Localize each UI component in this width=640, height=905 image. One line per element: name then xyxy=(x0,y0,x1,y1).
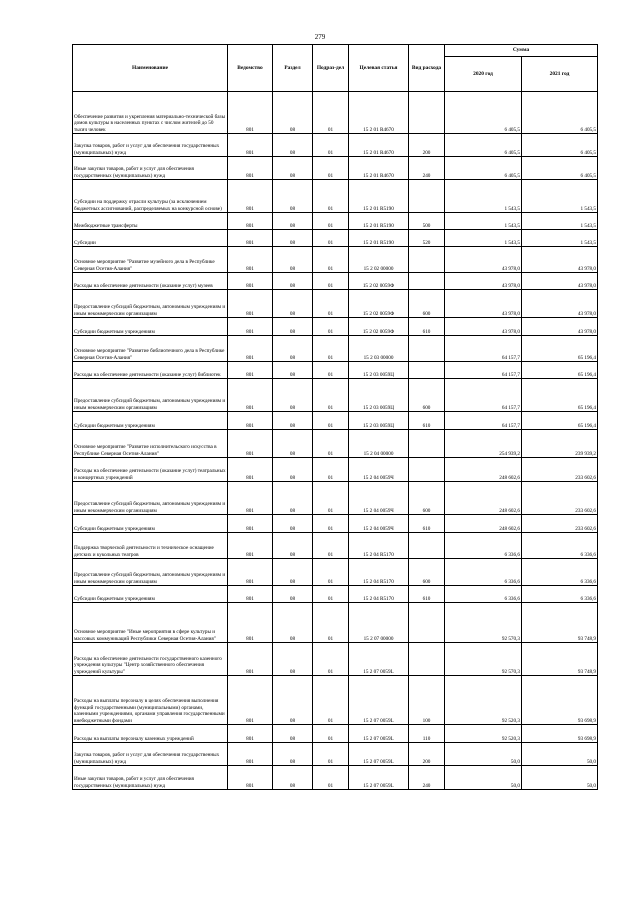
row-subsection: 01 xyxy=(313,230,349,247)
table-row xyxy=(73,676,598,725)
row-sum-2020: 6 405,5 xyxy=(445,157,522,180)
row-expense-type: 610 xyxy=(409,318,445,336)
table-row xyxy=(73,533,598,559)
row-expense-type xyxy=(409,247,445,273)
row-sum-2020: 1 543,5 xyxy=(445,180,522,213)
row-expense-type xyxy=(409,92,445,134)
row-sum-2021: 43 978,0 xyxy=(522,247,598,273)
table-row xyxy=(73,134,598,157)
row-target: 15 2 03 00000 xyxy=(349,336,409,362)
row-sum-2020: 6 336,6 xyxy=(445,533,522,559)
row-subsection: 01 xyxy=(313,766,349,790)
row-sum-2021: 6 336,6 xyxy=(522,533,598,559)
row-sum-2020: 6 405,5 xyxy=(445,92,522,134)
row-target: 15 2 01 R4670 xyxy=(349,157,409,180)
row-section: 08 xyxy=(273,643,313,676)
table-row xyxy=(73,412,598,430)
row-section: 08 xyxy=(273,230,313,247)
row-subsection: 01 xyxy=(313,213,349,230)
row-expense-type: 600 xyxy=(409,482,445,515)
row-sum-2021: 93 748,9 xyxy=(522,603,598,643)
row-name: Расходы на обеспечение деятельности (оказание услуг) музеев xyxy=(73,273,228,290)
row-name: Субсидии на поддержку отрасли культуры (за исключением бюджетных ассигнований, распределяемых на конкурсной основе) xyxy=(73,180,228,213)
row-target: 15 2 01 R5190 xyxy=(349,230,409,247)
row-sum-2021: 239 939,2 xyxy=(522,430,598,458)
table-row xyxy=(73,482,598,515)
row-name: Расходы на обеспечение деятельности государственного казенного учреждения культуры "Центр хозяйственного обеспечения учреждений культуры" xyxy=(73,643,228,676)
row-expense-type xyxy=(409,458,445,482)
table-row xyxy=(73,230,598,247)
row-target: 15 2 01 R5190 xyxy=(349,180,409,213)
row-dept: 801 xyxy=(228,766,273,790)
table-row xyxy=(73,725,598,743)
row-sum-2020: 64 157,7 xyxy=(445,379,522,412)
header-name: Наименование xyxy=(73,45,228,92)
row-subsection: 01 xyxy=(313,336,349,362)
row-sum-2020: 1 543,5 xyxy=(445,213,522,230)
row-subsection: 01 xyxy=(313,533,349,559)
row-section: 08 xyxy=(273,603,313,643)
row-sum-2020: 6 336,6 xyxy=(445,559,522,586)
row-name: Поддержка творческой деятельности и техническое оснащение детских и кукольных театров xyxy=(73,533,228,559)
row-name: Субсидии бюджетным учреждениям xyxy=(73,412,228,430)
row-name: Предоставление субсидий бюджетным, автономным учреждениям и иным некоммерческим организациям xyxy=(73,559,228,586)
row-dept: 801 xyxy=(228,515,273,533)
row-target: 15 2 01 R4670 xyxy=(349,134,409,157)
row-target: 15 2 07 0059L xyxy=(349,743,409,766)
header-subsection: Подраз-дел xyxy=(313,45,349,92)
row-section: 08 xyxy=(273,362,313,379)
row-sum-2021: 65 196,4 xyxy=(522,336,598,362)
row-name: Субсидии xyxy=(73,230,228,247)
row-subsection: 01 xyxy=(313,643,349,676)
row-sum-2020: 43 978,0 xyxy=(445,290,522,318)
row-subsection: 01 xyxy=(313,559,349,586)
row-target: 15 2 04 R5170 xyxy=(349,559,409,586)
row-sum-2021: 6 336,6 xyxy=(522,586,598,603)
table-row xyxy=(73,766,598,790)
row-sum-2021: 65 196,4 xyxy=(522,412,598,430)
row-target: 15 2 02 0059Ф xyxy=(349,318,409,336)
row-section: 08 xyxy=(273,247,313,273)
row-target: 15 2 07 00000 xyxy=(349,603,409,643)
row-dept: 801 xyxy=(228,559,273,586)
row-sum-2021: 93 748,9 xyxy=(522,643,598,676)
row-sum-2021: 50,0 xyxy=(522,743,598,766)
row-dept: 801 xyxy=(228,725,273,743)
row-target: 15 2 04 R5170 xyxy=(349,533,409,559)
row-sum-2020: 248 602,6 xyxy=(445,515,522,533)
row-target: 15 2 04 R5170 xyxy=(349,586,409,603)
row-sum-2021: 50,0 xyxy=(522,766,598,790)
row-name: Расходы на обеспечение деятельности (оказание услуг) театральных и концертных учреждений xyxy=(73,458,228,482)
row-name: Закупка товаров, работ и услуг для обеспечения государственных (муниципальных) нужд xyxy=(73,134,228,157)
row-subsection: 01 xyxy=(313,586,349,603)
row-expense-type: 110 xyxy=(409,725,445,743)
row-section: 08 xyxy=(273,318,313,336)
row-name: Иные закупки товаров, работ и услуг для обеспечения государственных (муниципальных) нужд xyxy=(73,766,228,790)
row-sum-2021: 43 978,0 xyxy=(522,290,598,318)
row-name: Субсидии бюджетным учреждениям xyxy=(73,515,228,533)
row-expense-type xyxy=(409,180,445,213)
row-sum-2020: 248 602,6 xyxy=(445,482,522,515)
header-expense-type: Вид расхода xyxy=(409,45,445,92)
table-row xyxy=(73,515,598,533)
row-target: 15 2 03 0059Ц xyxy=(349,362,409,379)
header-sum: Сумма xyxy=(445,45,598,57)
row-section: 08 xyxy=(273,482,313,515)
page-number: 279 xyxy=(314,33,326,41)
row-subsection: 01 xyxy=(313,318,349,336)
row-name: Основное мероприятие "Иные мероприятия в сфере культуры и массовых коммуникаций Республики Северная Осетия-Алания" xyxy=(73,603,228,643)
row-subsection: 01 xyxy=(313,247,349,273)
row-subsection: 01 xyxy=(313,676,349,725)
row-subsection: 01 xyxy=(313,515,349,533)
row-dept: 801 xyxy=(228,430,273,458)
row-dept: 801 xyxy=(228,379,273,412)
row-sum-2020: 50,0 xyxy=(445,766,522,790)
row-section: 08 xyxy=(273,559,313,586)
row-section: 08 xyxy=(273,157,313,180)
table-row xyxy=(73,92,598,134)
row-dept: 801 xyxy=(228,336,273,362)
row-dept: 801 xyxy=(228,743,273,766)
row-sum-2021: 65 196,4 xyxy=(522,362,598,379)
row-sum-2021: 1 543,5 xyxy=(522,213,598,230)
row-expense-type xyxy=(409,533,445,559)
row-expense-type: 600 xyxy=(409,379,445,412)
row-sum-2020: 92 520,3 xyxy=(445,725,522,743)
row-name: Расходы на выплаты персоналу казенных учреждений xyxy=(73,725,228,743)
row-expense-type: 520 xyxy=(409,230,445,247)
row-name: Иные закупки товаров, работ и услуг для обеспечения государственных (муниципальных) нужд xyxy=(73,157,228,180)
table-row xyxy=(73,180,598,213)
row-expense-type: 610 xyxy=(409,412,445,430)
header-year-2020: 2020 год xyxy=(445,57,522,92)
row-section: 08 xyxy=(273,213,313,230)
row-expense-type: 240 xyxy=(409,766,445,790)
row-sum-2020: 64 157,7 xyxy=(445,336,522,362)
header-dept: Ведомство xyxy=(228,45,273,92)
table-row xyxy=(73,213,598,230)
row-name: Субсидии бюджетным учреждениям xyxy=(73,318,228,336)
row-dept: 801 xyxy=(228,412,273,430)
row-dept: 801 xyxy=(228,180,273,213)
row-sum-2020: 248 602,6 xyxy=(445,458,522,482)
row-sum-2021: 233 602,6 xyxy=(522,458,598,482)
row-name: Предоставление субсидий бюджетным, автономным учреждениям и иным некоммерческим организациям xyxy=(73,290,228,318)
row-section: 08 xyxy=(273,379,313,412)
row-expense-type: 500 xyxy=(409,213,445,230)
row-section: 08 xyxy=(273,134,313,157)
row-subsection: 01 xyxy=(313,412,349,430)
row-dept: 801 xyxy=(228,273,273,290)
row-section: 08 xyxy=(273,180,313,213)
row-name: Расходы на обеспечение деятельности (оказание услуг) библиотек xyxy=(73,362,228,379)
row-expense-type: 600 xyxy=(409,290,445,318)
table-row xyxy=(73,157,598,180)
row-subsection: 01 xyxy=(313,725,349,743)
row-sum-2020: 254 939,2 xyxy=(445,430,522,458)
row-name: Предоставление субсидий бюджетным, автономным учреждениям и иным некоммерческим организациям xyxy=(73,482,228,515)
row-dept: 801 xyxy=(228,676,273,725)
budget-table xyxy=(72,44,598,790)
row-target: 15 2 02 0059Ф xyxy=(349,273,409,290)
row-section: 08 xyxy=(273,515,313,533)
table-row xyxy=(73,362,598,379)
row-expense-type xyxy=(409,430,445,458)
row-expense-type: 240 xyxy=(409,157,445,180)
row-expense-type: 610 xyxy=(409,586,445,603)
row-target: 15 2 07 0059L xyxy=(349,725,409,743)
row-name: Основное мероприятие "Развитие библиотечного дела в Республике Северная Осетия-Алания" xyxy=(73,336,228,362)
row-subsection: 01 xyxy=(313,603,349,643)
row-sum-2021: 43 978,0 xyxy=(522,318,598,336)
row-section: 08 xyxy=(273,743,313,766)
row-name: Межбюджетные трансферты xyxy=(73,213,228,230)
row-dept: 801 xyxy=(228,586,273,603)
row-section: 08 xyxy=(273,586,313,603)
row-expense-type: 200 xyxy=(409,134,445,157)
table-row xyxy=(73,643,598,676)
row-dept: 801 xyxy=(228,482,273,515)
row-expense-type xyxy=(409,336,445,362)
row-name: Субсидии бюджетным учреждениям xyxy=(73,586,228,603)
row-dept: 801 xyxy=(228,290,273,318)
row-sum-2020: 6 405,5 xyxy=(445,134,522,157)
row-name: Закупка товаров, работ и услуг для обеспечения государственных (муниципальных) нужд xyxy=(73,743,228,766)
row-section: 08 xyxy=(273,458,313,482)
row-target: 15 2 03 0059Ц xyxy=(349,412,409,430)
row-sum-2020: 50,0 xyxy=(445,743,522,766)
table-row xyxy=(73,379,598,412)
header-target: Целевая статья xyxy=(349,45,409,92)
row-name: Расходы на выплаты персоналу в целях обеспечения выполнения функций государственными (муниципальными) органами, казенными учреждениями, органами управления государственными внебюджетными фондами xyxy=(73,676,228,725)
row-target: 15 2 04 0059Ч xyxy=(349,482,409,515)
row-section: 08 xyxy=(273,273,313,290)
row-target: 15 2 04 0059Ч xyxy=(349,458,409,482)
row-sum-2021: 233 602,6 xyxy=(522,515,598,533)
row-section: 08 xyxy=(273,676,313,725)
row-target: 15 2 03 0059Ц xyxy=(349,379,409,412)
row-name: Обеспечение развития и укрепления материально-технической базы домов культуры в населенных пунктах с числом жителей до 50 тысяч человек xyxy=(73,92,228,134)
row-subsection: 01 xyxy=(313,430,349,458)
row-section: 08 xyxy=(273,336,313,362)
row-sum-2020: 43 978,0 xyxy=(445,247,522,273)
row-sum-2021: 43 978,0 xyxy=(522,273,598,290)
row-target: 15 2 01 R4670 xyxy=(349,92,409,134)
row-expense-type xyxy=(409,603,445,643)
row-expense-type: 610 xyxy=(409,515,445,533)
row-subsection: 01 xyxy=(313,92,349,134)
row-subsection: 01 xyxy=(313,134,349,157)
row-target: 15 2 04 0059Ч xyxy=(349,515,409,533)
row-target: 15 2 04 00000 xyxy=(349,430,409,458)
row-dept: 801 xyxy=(228,362,273,379)
row-target: 15 2 01 R5190 xyxy=(349,213,409,230)
row-dept: 801 xyxy=(228,230,273,247)
header-year-2021: 2021 год xyxy=(522,57,598,92)
row-expense-type: 200 xyxy=(409,743,445,766)
row-sum-2021: 6 405,5 xyxy=(522,134,598,157)
table-row xyxy=(73,318,598,336)
row-dept: 801 xyxy=(228,643,273,676)
row-name: Предоставление субсидий бюджетным, автономным учреждениям и иным некоммерческим организациям xyxy=(73,379,228,412)
row-dept: 801 xyxy=(228,134,273,157)
table-row xyxy=(73,743,598,766)
table-row xyxy=(73,336,598,362)
row-sum-2021: 1 543,5 xyxy=(522,180,598,213)
table-body xyxy=(73,92,598,790)
row-sum-2020: 43 978,0 xyxy=(445,273,522,290)
row-dept: 801 xyxy=(228,533,273,559)
row-subsection: 01 xyxy=(313,362,349,379)
row-expense-type: 600 xyxy=(409,559,445,586)
row-subsection: 01 xyxy=(313,743,349,766)
row-target: 15 2 07 0059L xyxy=(349,676,409,725)
row-sum-2021: 6 405,5 xyxy=(522,92,598,134)
row-sum-2021: 1 543,5 xyxy=(522,230,598,247)
row-section: 08 xyxy=(273,725,313,743)
row-section: 08 xyxy=(273,92,313,134)
row-sum-2021: 65 196,4 xyxy=(522,379,598,412)
row-target: 15 2 02 0059Ф xyxy=(349,290,409,318)
row-sum-2020: 43 978,0 xyxy=(445,318,522,336)
row-sum-2020: 6 336,6 xyxy=(445,586,522,603)
row-dept: 801 xyxy=(228,213,273,230)
row-name: Основное мероприятие "Развитие исполнительского искусства в Республике Северная Осетия-Алания" xyxy=(73,430,228,458)
row-section: 08 xyxy=(273,533,313,559)
table-row xyxy=(73,247,598,273)
row-subsection: 01 xyxy=(313,482,349,515)
row-sum-2021: 233 602,6 xyxy=(522,482,598,515)
row-subsection: 01 xyxy=(313,157,349,180)
row-section: 08 xyxy=(273,412,313,430)
table-row xyxy=(73,603,598,643)
row-sum-2020: 92 520,3 xyxy=(445,676,522,725)
row-expense-type xyxy=(409,643,445,676)
row-subsection: 01 xyxy=(313,273,349,290)
table-row xyxy=(73,430,598,458)
row-dept: 801 xyxy=(228,247,273,273)
row-expense-type xyxy=(409,362,445,379)
row-dept: 801 xyxy=(228,603,273,643)
row-section: 08 xyxy=(273,766,313,790)
row-sum-2021: 93 698,9 xyxy=(522,676,598,725)
row-sum-2020: 92 570,3 xyxy=(445,603,522,643)
header-section: Раздел xyxy=(273,45,313,92)
row-sum-2020: 64 157,7 xyxy=(445,362,522,379)
row-subsection: 01 xyxy=(313,458,349,482)
row-section: 08 xyxy=(273,430,313,458)
row-target: 15 2 02 00000 xyxy=(349,247,409,273)
row-expense-type xyxy=(409,273,445,290)
row-dept: 801 xyxy=(228,157,273,180)
table-row xyxy=(73,273,598,290)
table-row xyxy=(73,290,598,318)
row-sum-2020: 92 570,3 xyxy=(445,643,522,676)
row-subsection: 01 xyxy=(313,180,349,213)
row-dept: 801 xyxy=(228,92,273,134)
row-sum-2020: 64 157,7 xyxy=(445,412,522,430)
row-section: 08 xyxy=(273,290,313,318)
row-name: Основное мероприятие "Развитие музейного дела в Республике Северная Осетия-Алания" xyxy=(73,247,228,273)
row-sum-2021: 6 336,6 xyxy=(522,559,598,586)
row-target: 15 2 07 0059L xyxy=(349,766,409,790)
row-dept: 801 xyxy=(228,458,273,482)
row-subsection: 01 xyxy=(313,379,349,412)
row-dept: 801 xyxy=(228,318,273,336)
row-subsection: 01 xyxy=(313,290,349,318)
table-row xyxy=(73,586,598,603)
row-expense-type: 100 xyxy=(409,676,445,725)
table-row xyxy=(73,559,598,586)
table-row xyxy=(73,458,598,482)
row-target: 15 2 07 0059L xyxy=(349,643,409,676)
row-sum-2020: 1 543,5 xyxy=(445,230,522,247)
row-sum-2021: 93 698,9 xyxy=(522,725,598,743)
row-sum-2021: 6 405,5 xyxy=(522,157,598,180)
